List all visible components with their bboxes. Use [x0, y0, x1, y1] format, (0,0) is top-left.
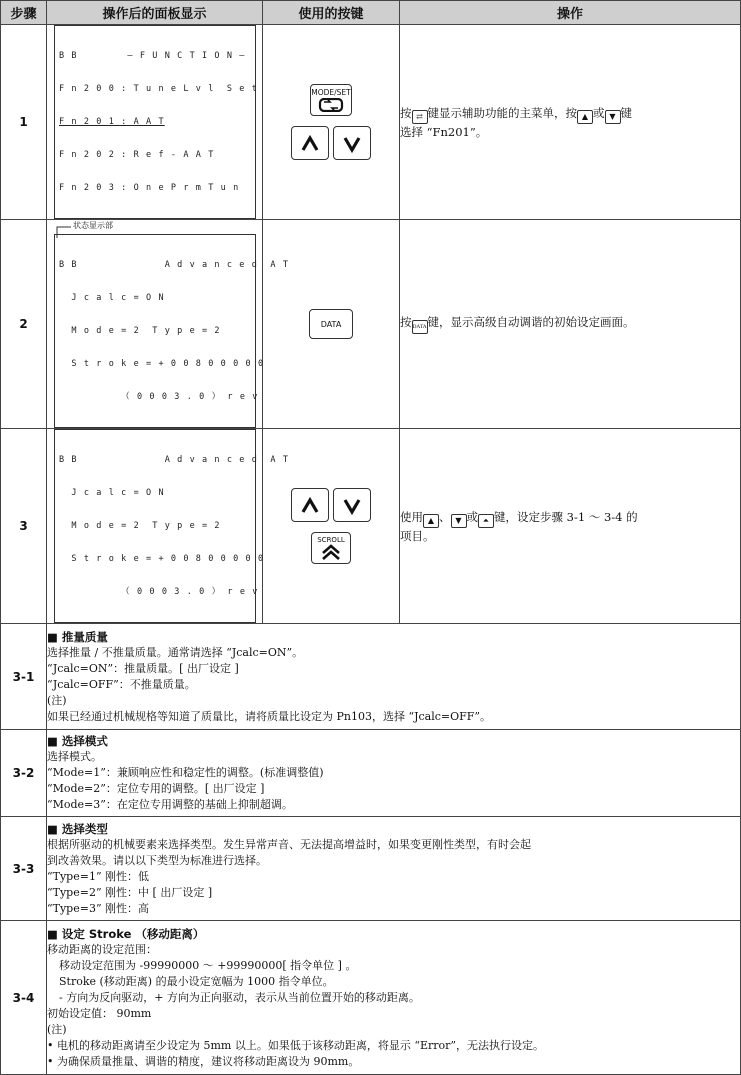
header-row: [1, 1, 741, 25]
step-number: 3-4: [1, 921, 47, 1075]
up-arrow-icon: [300, 496, 320, 516]
double-up-arrow-icon: [320, 544, 342, 560]
down-key[interactable]: [333, 126, 371, 160]
lcd-line: B B A d v a n c e d A T: [59, 260, 290, 270]
lcd-line: J c a l c = O N: [59, 293, 165, 303]
scroll-key[interactable]: SCROLL: [311, 532, 351, 564]
lcd-line: B B A d v a n c e d A T: [59, 455, 290, 465]
up-arrow-icon: [300, 134, 320, 154]
detail-description: ■ 选择模式 选择模式。 “Mode=1”：兼顾响应性和稳定性的调整。(标准调整值) “Mode=2”：定位专用的调整。[ 出厂设定 ] “Mode=3”：在定位专用调整的基础上抑制超调。: [47, 730, 741, 817]
lcd-line: （ 0 0 0 3 . 0 ） r e v: [59, 587, 259, 597]
up-key[interactable]: [291, 126, 329, 160]
lcd-line: F n 2 0 0 : T u n e L v l S e t: [59, 84, 258, 94]
up-key[interactable]: [291, 488, 329, 522]
operation-cell: 使用 ▲ 、 ▼ 或 ⏶ 键，设定步骤 3-1 ～ 3-4 的 项目。: [400, 429, 741, 624]
mode-key-inline-icon: ⇄: [412, 110, 428, 124]
leader-line-icon: [55, 224, 71, 238]
lcd-line: F n 2 0 3 : O n e P r m T u n: [59, 183, 240, 193]
lcd-panel: [54, 25, 256, 219]
data-key[interactable]: DATA: [309, 309, 353, 339]
detail-description: ■ 推量质量 选择推量 / 不推量质量。通常请选择 “Jcalc=ON”。 “Jcalc=ON”：推量质量。[ 出厂设定 ] “Jcalc=OFF”：不推量质量。 (注) 如果已经通过机械规格等知道了质量比，请将质量比设定为 Pn103，选择 “Jcalc=OFF”。: [47, 624, 741, 730]
scroll-key-inline-icon: ⏶: [478, 514, 494, 528]
header-panel: 操作后的面板显示: [47, 1, 263, 25]
down-arrow-icon: [342, 134, 362, 154]
header-step: 步骤: [1, 1, 47, 25]
lcd-line: （ 0 0 0 3 . 0 ） r e v: [59, 392, 259, 402]
step-row-1: [1, 25, 741, 220]
down-key-inline-icon: ▼: [451, 514, 467, 528]
section-title: ■ 选择模式: [47, 734, 108, 748]
header-keys: 使用的按键: [263, 1, 400, 25]
data-key-inline-icon: DATA: [412, 320, 428, 334]
lcd-line: F n 2 0 2 : R e f - A A T: [59, 150, 215, 160]
lcd-line: S t r o k e = + 0 0 8 0 0 0 0 0: [59, 359, 265, 369]
lcd-panel: [54, 429, 290, 623]
section-title: ■ 选择类型: [47, 821, 108, 836]
status-display-annotation: 状态显示部: [65, 220, 262, 234]
detail-row-3-4: [1, 921, 741, 1075]
detail-description: ■ 选择类型 根据所驱动的机械要素来选择类型。发生异常声音、无法提高增益时，如果变更刚性类型，有时会起 到改善效果。请以以下类型为标准进行选择。 “Type=1” 刚性：低 “Type=2” 刚性：中 [ 出厂设定 ] “Type=3” 刚性：高: [47, 817, 741, 921]
section-title: ■ 设定 Stroke （移动距离）: [47, 926, 205, 941]
lcd-line: J c a l c = O N: [59, 488, 165, 498]
down-key-inline-icon: ▼: [605, 110, 621, 124]
lcd-line: S t r o k e = + 0 0 8 0 0 0 0 0: [59, 554, 265, 564]
lcd-line: B B — F U N C T I O N —: [59, 51, 246, 61]
up-key-inline-icon: ▲: [577, 110, 593, 124]
down-arrow-icon: [342, 496, 362, 516]
mode-arrows-icon: [318, 98, 344, 112]
panel-display-cell: [47, 429, 290, 624]
section-title: ■ 推量质量: [47, 629, 108, 644]
step-number: 3-3: [1, 817, 47, 921]
step-number: 1: [1, 25, 47, 220]
mode-set-key[interactable]: MODE/SET: [310, 84, 352, 116]
header-operation: 操作: [400, 1, 741, 25]
step-number: 2: [1, 220, 47, 429]
detail-row-3-3: [1, 817, 741, 921]
lcd-line: M o d e = 2 T y p e = 2: [59, 521, 221, 531]
step-number: 3: [1, 429, 47, 624]
detail-row-3-2: [1, 730, 741, 817]
operation-cell: 按DATA键，显示高级自动调谐的初始设定画面。: [400, 220, 741, 429]
up-key-inline-icon: ▲: [423, 514, 439, 528]
operation-cell: 按 ⇄ 键显示辅助功能的主菜单，按 ▲ 或 ▼ 键 选择 “Fn201”。: [400, 25, 741, 220]
panel-display-cell: [47, 220, 290, 429]
lcd-panel: [54, 234, 290, 428]
step-number: 3-2: [1, 730, 47, 817]
detail-description: ■ 设定 Stroke （移动距离） 移动距离的设定范围： 移动设定范围为 -99990000 ～ +99990000[ 指令单位 ] 。 Stroke (移动距离) 的最小设定宽幅为 1000 指令单位。 - 方向为反向驱动，+ 方向为正向驱动，表示从当前位置开始的移动距离。 初始设定值： 90mm (注) • 电机的移动距离请至少设定为 5mm 以上。如果低于该移动距离，将显示 “Error”，无法执行设定。 • 为确保质量推量、调谐的精度，建议将移动距离设为 90mm。: [47, 921, 741, 1075]
lcd-line: M o d e = 2 T y p e = 2: [59, 326, 221, 336]
step-row-2: [1, 220, 741, 429]
step-number: 3-1: [1, 624, 47, 730]
down-key[interactable]: [333, 488, 371, 522]
panel-display-cell: [47, 25, 263, 220]
step-row-3: [1, 429, 741, 624]
detail-row-3-1: [1, 624, 741, 730]
keys-cell: [263, 220, 400, 429]
keys-cell: [263, 25, 400, 220]
lcd-line-selected: F n 2 0 1 : A A T: [59, 117, 165, 127]
